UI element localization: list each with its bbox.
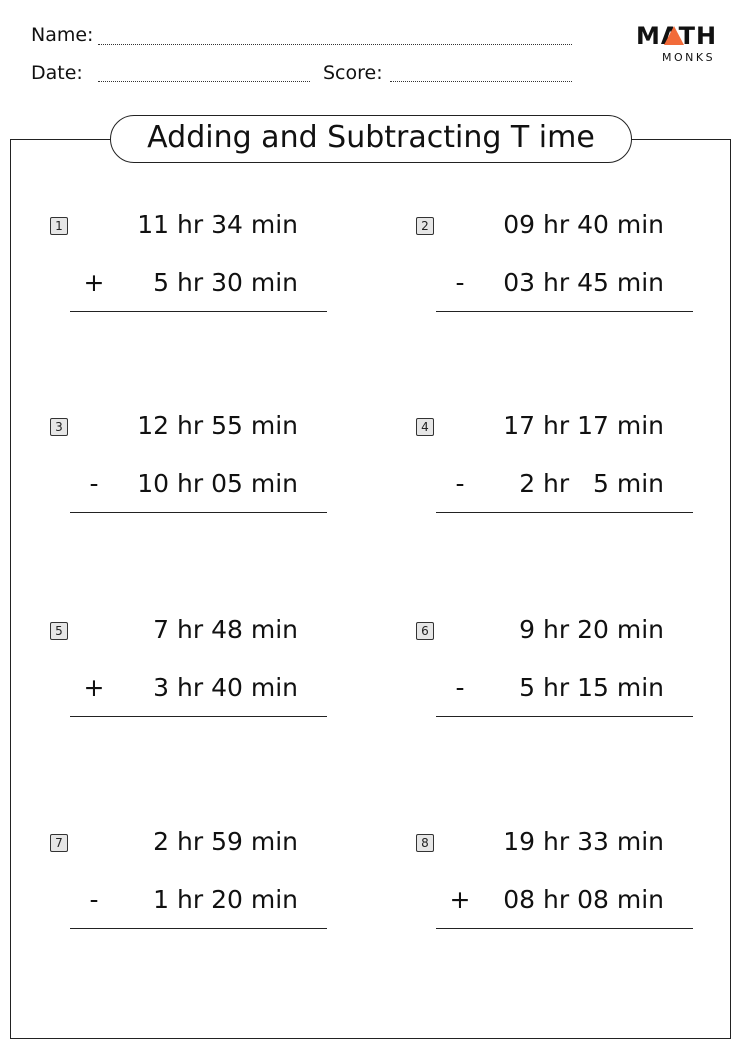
date-label: Date: bbox=[31, 62, 83, 84]
problem-4 bbox=[421, 407, 696, 507]
problem-operator: + bbox=[83, 268, 105, 297]
problem-5 bbox=[55, 611, 330, 711]
problem-top-operand: 11 hr 34 min bbox=[137, 210, 298, 239]
logo-triangle-icon bbox=[664, 26, 684, 45]
problem-bottom-operand: 08 hr 08 min bbox=[503, 885, 664, 914]
problem-bottom-operand: 3 hr 40 min bbox=[153, 673, 298, 702]
problem-number-badge: 7 bbox=[50, 834, 68, 852]
problem-top-operand: 9 hr 20 min bbox=[519, 615, 664, 644]
worksheet-title: Adding and Subtracting T ime bbox=[110, 115, 632, 163]
problem-bottom-operand: 1 hr 20 min bbox=[153, 885, 298, 914]
answer-line[interactable] bbox=[70, 928, 327, 929]
problem-top-operand: 17 hr 17 min bbox=[503, 411, 664, 440]
problem-number-badge: 5 bbox=[50, 622, 68, 640]
logo-wordmark: MATH bbox=[636, 22, 718, 50]
problem-7 bbox=[55, 823, 330, 923]
answer-line[interactable] bbox=[436, 512, 693, 513]
problem-top-operand: 2 hr 59 min bbox=[153, 827, 298, 856]
problem-operator: - bbox=[455, 268, 465, 297]
problem-1 bbox=[55, 206, 330, 306]
problem-bottom-operand: 5 hr 30 min bbox=[153, 268, 298, 297]
problem-operator: + bbox=[83, 673, 105, 702]
problem-number-badge: 1 bbox=[50, 217, 68, 235]
math-monks-logo bbox=[636, 22, 720, 66]
problem-number-badge: 8 bbox=[416, 834, 434, 852]
problem-bottom-operand: 03 hr 45 min bbox=[503, 268, 664, 297]
problem-number-badge: 3 bbox=[50, 418, 68, 436]
score-label: Score: bbox=[323, 62, 383, 84]
answer-line[interactable] bbox=[70, 716, 327, 717]
problem-number-badge: 4 bbox=[416, 418, 434, 436]
answer-line[interactable] bbox=[436, 311, 693, 312]
score-field[interactable] bbox=[390, 81, 572, 82]
logo-subtitle: MONKS bbox=[662, 51, 716, 64]
answer-line[interactable] bbox=[70, 311, 327, 312]
problem-top-operand: 12 hr 55 min bbox=[137, 411, 298, 440]
problem-operator: - bbox=[89, 469, 99, 498]
answer-line[interactable] bbox=[436, 716, 693, 717]
problem-top-operand: 19 hr 33 min bbox=[503, 827, 664, 856]
problem-2 bbox=[421, 206, 696, 306]
problem-operator: - bbox=[89, 885, 99, 914]
date-field[interactable] bbox=[98, 81, 310, 82]
problem-operator: + bbox=[449, 885, 471, 914]
problem-8 bbox=[421, 823, 696, 923]
problem-bottom-operand: 5 hr 15 min bbox=[519, 673, 664, 702]
problem-top-operand: 09 hr 40 min bbox=[503, 210, 664, 239]
answer-line[interactable] bbox=[70, 512, 327, 513]
problem-bottom-operand: 2 hr 5 min bbox=[519, 469, 664, 498]
name-label: Name: bbox=[31, 24, 94, 46]
name-field[interactable] bbox=[98, 44, 572, 45]
problem-operator: - bbox=[455, 469, 465, 498]
answer-line[interactable] bbox=[436, 928, 693, 929]
problem-operator: - bbox=[455, 673, 465, 702]
problem-6 bbox=[421, 611, 696, 711]
problem-bottom-operand: 10 hr 05 min bbox=[137, 469, 298, 498]
problem-number-badge: 2 bbox=[416, 217, 434, 235]
problem-top-operand: 7 hr 48 min bbox=[153, 615, 298, 644]
problem-3 bbox=[55, 407, 330, 507]
problem-number-badge: 6 bbox=[416, 622, 434, 640]
